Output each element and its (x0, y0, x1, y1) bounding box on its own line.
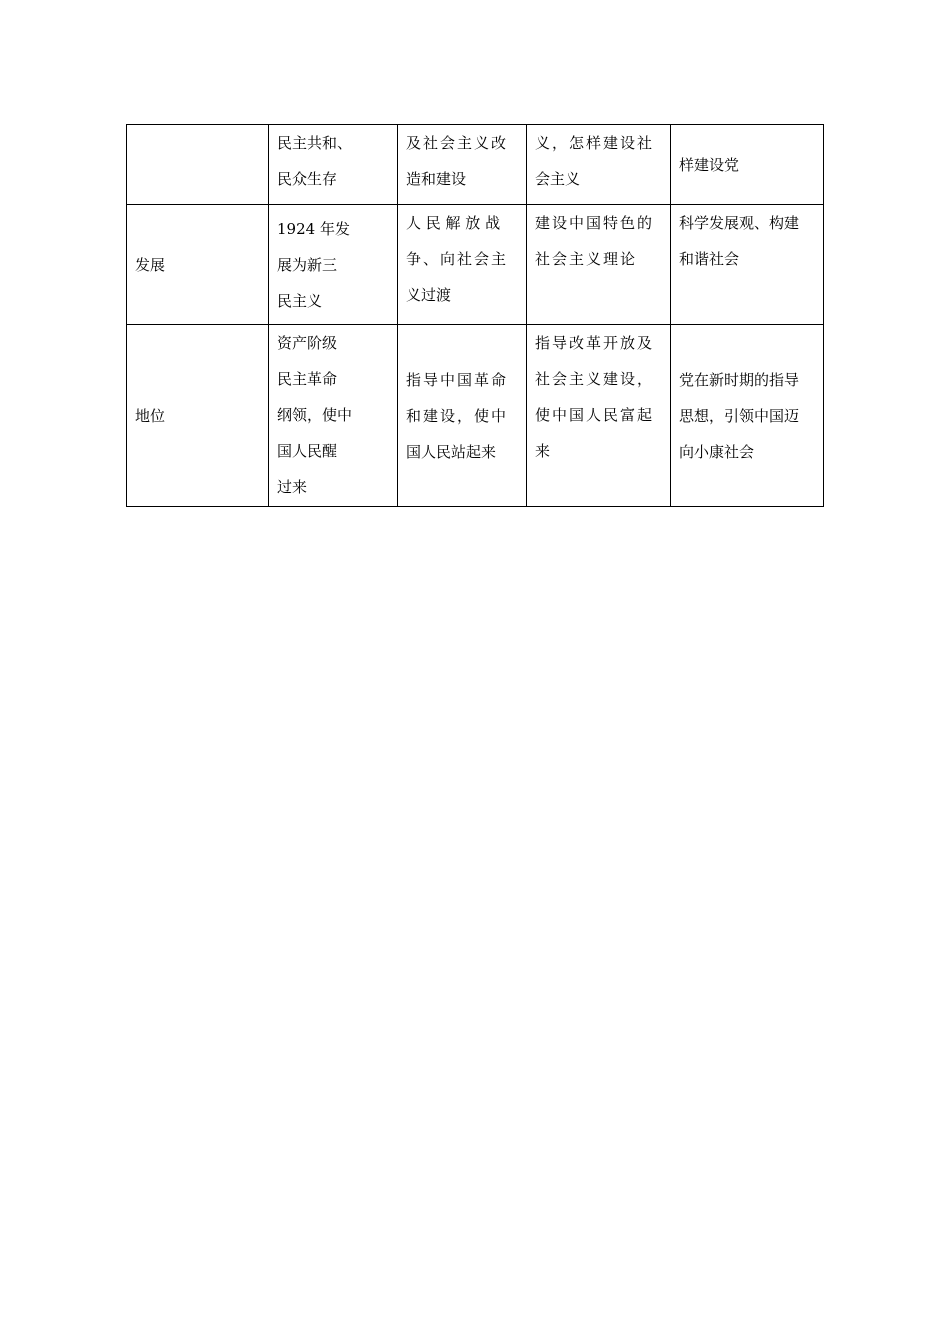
cell-text-line: 造和建设 (406, 170, 467, 188)
table-cell (269, 125, 398, 205)
cell-text-line: 纲领，使中 (277, 406, 353, 424)
cell-text-line: 民主共和、 (277, 134, 353, 152)
cell-text-line: 社会主义理论 (535, 250, 638, 268)
table-row (127, 125, 824, 205)
cell-text-line: 民主革命 (277, 370, 338, 388)
table-row (127, 325, 824, 507)
cell-text-line: 思想，引领中国迈 (679, 406, 800, 425)
table-cell (269, 325, 398, 507)
table-cell (671, 205, 824, 325)
cell-text-line: 民主义 (277, 291, 323, 310)
cell-text-line: 和谐社会 (679, 250, 740, 268)
cell-text-line: 和建设，使中 (406, 406, 509, 425)
cell-text-line: 建设中国特色的 (535, 214, 655, 232)
cell-text-line: 使中国人民富起 (535, 406, 655, 424)
cell-text-line: 资产阶级 (277, 334, 338, 352)
cell-text-line: 民众生存 (277, 170, 338, 188)
cell-text-line: 样建设党 (679, 155, 740, 174)
cell-text-line: 过来 (277, 478, 308, 496)
cell-text-line: 1924 年发 (277, 219, 350, 238)
cell-text-line: 来 (535, 442, 551, 460)
cell-text-line: 展为新三 (277, 255, 338, 274)
cell-text-line: 义，怎样建设社 (535, 134, 655, 152)
table-cell (671, 125, 824, 205)
cell-text-line: 义过渡 (406, 286, 452, 304)
cell-text-line: 争、向社会主 (406, 250, 509, 268)
table-cell (398, 205, 527, 325)
table-cell (398, 325, 527, 507)
cell-text-line: 指导改革开放及 (535, 334, 655, 352)
row-label-cell: 发展 (127, 205, 269, 325)
row-label-cell (127, 125, 269, 205)
cell-text-line: 会主义 (535, 170, 581, 188)
row-label-cell: 地位 (127, 325, 269, 507)
table-cell (527, 325, 671, 507)
table-row (127, 205, 824, 325)
table-cell (527, 125, 671, 205)
cell-text-line: 社会主义建设， (535, 370, 655, 388)
cell-text-line: 国人民醒 (277, 442, 338, 460)
table-cell (527, 205, 671, 325)
table-cell (671, 325, 824, 507)
cell-text-line: 向小康社会 (679, 442, 755, 461)
cell-text-line: 及社会主义改 (406, 134, 509, 152)
table-cell (269, 205, 398, 325)
table-cell (398, 125, 527, 205)
cell-text-line: 党在新时期的指导 (679, 370, 800, 389)
cell-text-line: 国人民站起来 (406, 442, 497, 461)
comparison-table-container (126, 124, 823, 507)
cell-text-line: 指导中国革命 (406, 370, 509, 389)
cell-text-line: 人 民 解 放 战 (406, 214, 501, 232)
cell-text-line: 科学发展观、构建 (679, 214, 800, 232)
comparison-table (126, 124, 824, 507)
